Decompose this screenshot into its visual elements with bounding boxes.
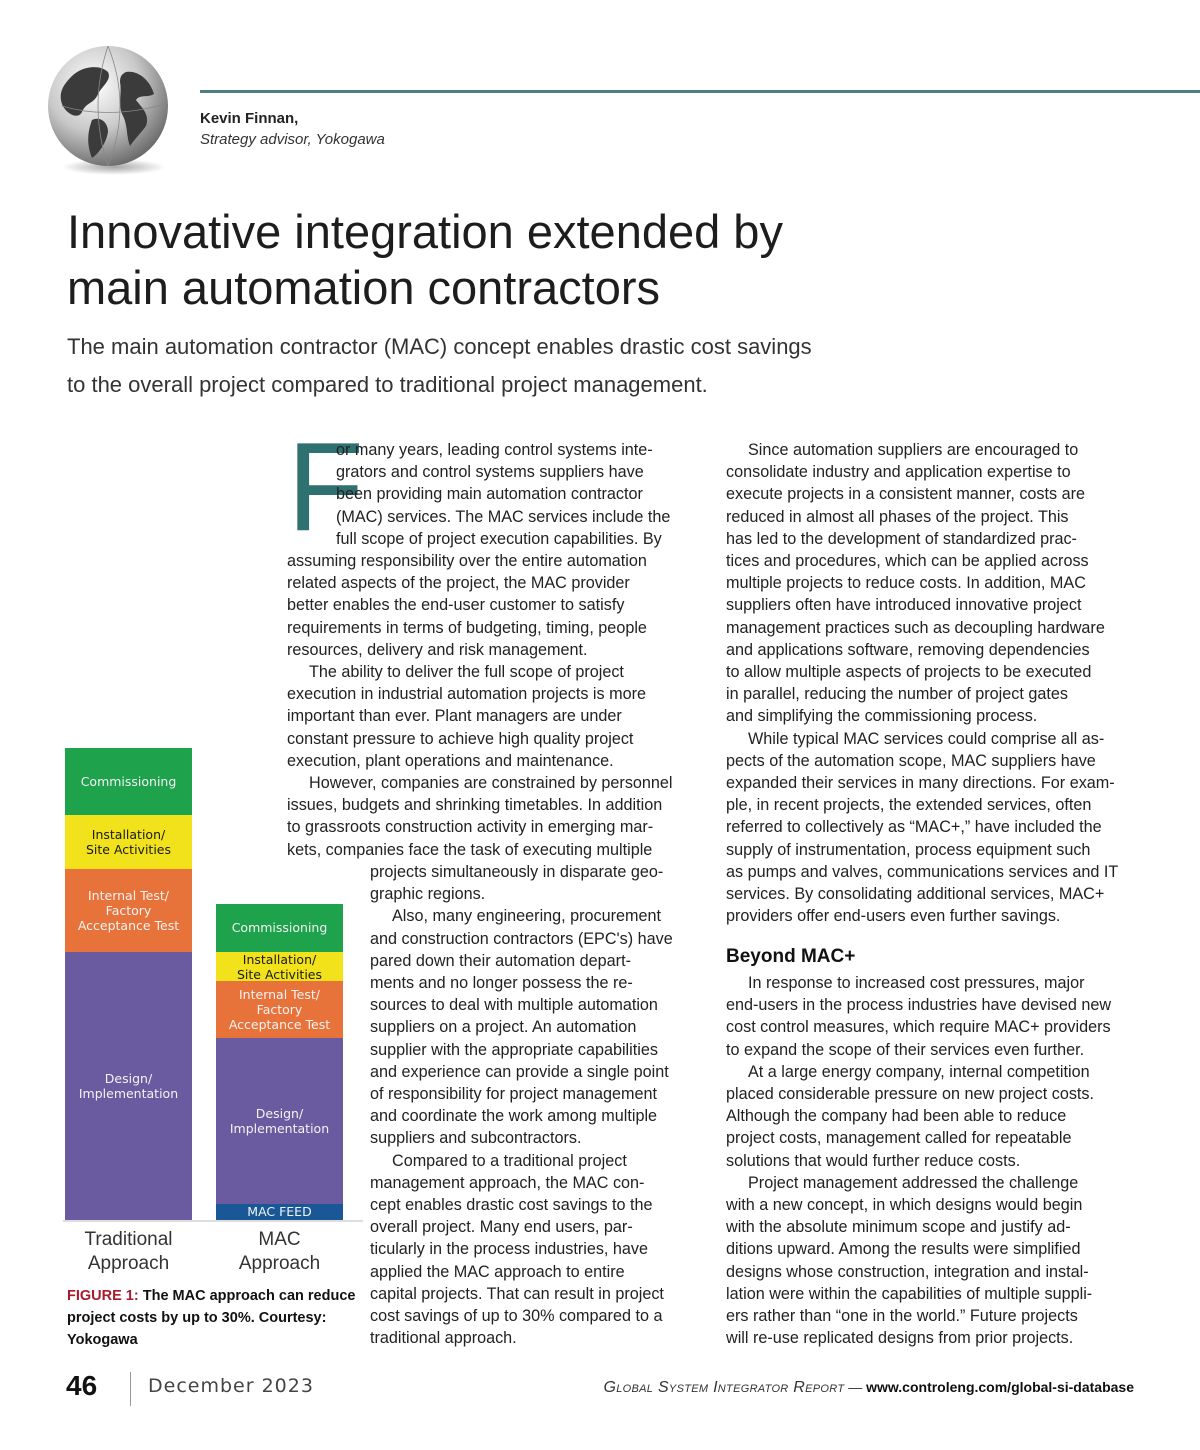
bar-segment-label: Installation/ Site Activities	[237, 951, 322, 982]
figure-caption	[67, 1285, 367, 1351]
article-deck	[67, 328, 967, 404]
body-line: Compared to a traditional project	[392, 1151, 627, 1170]
headline-line: main automation contractors	[67, 261, 661, 314]
body-line: and coordinate the work among multiple	[370, 1107, 658, 1126]
body-line: Since automation suppliers are encouraged to	[748, 441, 1079, 459]
body-line: multiple projects to reduce costs. In addition, MAC	[726, 574, 1086, 593]
body-line: supply of instrumentation, process equipment such	[726, 840, 1091, 859]
body-line: ments and no longer possess the re-	[370, 974, 633, 993]
globe-icon	[42, 42, 176, 176]
bar-segment-label: Commissioning	[80, 774, 177, 790]
body-line: ticularly in the process industries, have	[370, 1240, 649, 1259]
body-line: At a large energy company, internal competition	[748, 1062, 1090, 1081]
body-line: In response to increased cost pressures, major	[748, 974, 1085, 992]
drop-cap: F	[287, 416, 364, 557]
bar-segment-label: Internal Test/ Factory Acceptance Test	[77, 887, 180, 933]
body-line: ple, in recent projects, the extended services, often	[726, 796, 1092, 815]
body-line: providers offer end-users even further savings.	[726, 907, 1061, 926]
bar-segment	[216, 1038, 343, 1204]
body-line: grators and control systems suppliers have	[336, 463, 644, 482]
caption-text: project costs by up to 30%. Courtesy:	[67, 1310, 327, 1326]
body-line: to expand the scope of their services even further.	[726, 1040, 1085, 1059]
bar-segment-label: Commissioning	[231, 920, 328, 936]
body-line: cost savings of up to 30% compared to a	[370, 1307, 663, 1326]
body-line: and experience can provide a single point	[370, 1062, 669, 1081]
body-line: Although the company had been able to reduce	[726, 1107, 1067, 1126]
category-label: MAC Approach	[238, 1229, 321, 1274]
publication-name: Global System Integrator Report	[603, 1379, 845, 1396]
body-line: to allow multiple aspects of projects to be executed	[726, 663, 1092, 682]
body-line: and applications software, removing dependencies	[726, 640, 1090, 659]
body-line: ers rather than “one in the world.” Future projects	[726, 1307, 1078, 1326]
body-line: The ability to deliver the full scope of project	[309, 663, 624, 682]
body-line: capital projects. That can result in project	[370, 1284, 664, 1303]
body-line: While typical MAC services could comprise all as-	[748, 729, 1105, 748]
body-line: graphic regions.	[370, 885, 486, 904]
body-line: of responsibility for project management	[370, 1085, 658, 1104]
category-label: Traditional Approach	[84, 1229, 173, 1274]
bar-segment-label: Design/ Implementation	[229, 1105, 330, 1136]
body-line: expanded their services in many directions. For exam-	[726, 774, 1115, 793]
body-line: ditions upward. Among the results were simplified	[726, 1240, 1081, 1259]
body-line: execution, plant operations and maintenance.	[287, 751, 614, 770]
body-line: will re-use replicated designs from prior projects.	[726, 1329, 1074, 1348]
caption-text: Yokogawa	[67, 1332, 138, 1348]
body-line: applied the MAC approach to entire	[370, 1262, 625, 1281]
chart-baseline	[63, 1220, 363, 1222]
body-line: reduced in almost all phases of the project. This	[726, 507, 1069, 526]
body-line: However, companies are constrained by personnel	[309, 774, 673, 793]
body-line: designs whose construction, integration and instal-	[726, 1262, 1089, 1281]
body-line: consolidate industry and application expertise to	[726, 463, 1071, 482]
body-line: project costs, management called for repeatable	[726, 1129, 1072, 1148]
issue-date: December 2023	[148, 1375, 314, 1397]
body-line: requirements in terms of budgeting, timing, people	[287, 618, 647, 637]
body-line: management approach, the MAC con-	[370, 1173, 645, 1192]
body-line: overall project. Many end users, par-	[370, 1218, 633, 1237]
body-line: Project management addressed the challenge	[748, 1173, 1079, 1192]
body-line: issues, budgets and shrinking timetables. In addition	[287, 796, 663, 815]
body-line: execute projects in a consistent manner, costs are	[726, 485, 1086, 504]
bar-segment	[65, 815, 192, 869]
footer-publication	[604, 1379, 1135, 1397]
body-line: or many years, leading control systems inte-	[336, 441, 653, 459]
body-line: in parallel, reducing the number of project gates	[726, 685, 1068, 704]
footer-divider	[130, 1372, 131, 1406]
body-column-2-continued	[726, 972, 1146, 1349]
body-line: cost control measures, which require MAC+ providers	[726, 1018, 1111, 1037]
deck-line: The main automation contractor (MAC) concept enables drastic cost savings	[67, 334, 812, 359]
bar-segment	[216, 1204, 343, 1220]
footer-dash: —	[844, 1379, 867, 1395]
body-line: suppliers on a project. An automation	[370, 1018, 637, 1037]
body-line: with the absolute minimum scope and justify ad-	[726, 1218, 1071, 1237]
bar-segment	[216, 981, 343, 1037]
bar-segment	[216, 952, 343, 982]
body-line: execution in industrial automation projects is more	[287, 685, 647, 704]
body-line: lation were within the capabilities of multiple suppli-	[726, 1284, 1093, 1303]
bar-segment	[65, 952, 192, 1220]
headline-line: Innovative integration extended by	[67, 205, 783, 258]
body-line: to grassroots construction activity in emerging mar-	[287, 818, 654, 837]
body-line: projects simultaneously in disparate geo-	[370, 863, 664, 881]
body-line: sources to deal with multiple automation	[370, 996, 658, 1015]
body-line: suppliers often have introduced innovative project	[726, 596, 1082, 615]
body-line: with a new concept, in which designs would begin	[726, 1196, 1083, 1215]
body-line: services. By consolidating additional services, MAC+	[726, 885, 1105, 904]
stacked-bar-chart	[63, 748, 363, 1280]
bar-segment	[65, 869, 192, 952]
body-line: traditional approach.	[370, 1329, 517, 1348]
body-line: pects of the automation scope, MAC suppliers have	[726, 751, 1096, 770]
body-line: (MAC) services. The MAC services include the	[336, 507, 671, 526]
article-headline	[67, 204, 1067, 316]
body-line: as pumps and valves, communications services and IT	[726, 862, 1119, 881]
body-line: been providing main automation contractor	[336, 485, 643, 504]
body-line: Also, many engineering, procurement	[392, 907, 662, 926]
body-line: better enables the end-user customer to satisfy	[287, 596, 625, 615]
body-line: tices and procedures, which can be applied across	[726, 552, 1089, 571]
figure-label: FIGURE 1:	[67, 1288, 139, 1304]
body-line: management practices such as decoupling hardware	[726, 618, 1105, 637]
body-column-1-continued	[370, 861, 700, 1349]
body-line: has led to the development of standardized prac-	[726, 529, 1077, 548]
body-line: constant pressure to achieve high quality project	[287, 729, 634, 748]
bar-segment-label: Internal Test/ Factory Acceptance Test	[228, 986, 331, 1032]
bar-segment-label: Installation/ Site Activities	[86, 826, 171, 857]
section-subhead: Beyond MAC+	[726, 946, 856, 967]
body-line: pared down their automation depart-	[370, 951, 631, 970]
body-line: full scope of project execution capabilities. By	[336, 529, 662, 548]
body-column-2	[726, 439, 1146, 927]
bar-segment	[65, 748, 192, 815]
body-line: and simplifying the commissioning process.	[726, 707, 1038, 726]
body-line: important than ever. Plant managers are under	[287, 707, 622, 726]
caption-text: The MAC approach can reduce	[138, 1288, 356, 1304]
bar-segment	[216, 904, 343, 952]
bar-segment-label: MAC FEED	[247, 1204, 312, 1220]
body-line: related aspects of the project, the MAC provider	[287, 574, 630, 593]
page-number: 46	[66, 1370, 98, 1401]
body-line: end-users in the process industries have devised new	[726, 996, 1112, 1015]
bar-segment-label: Design/ Implementation	[78, 1070, 179, 1101]
author-role: Strategy advisor, Yokogawa	[200, 131, 385, 148]
body-line: assuming responsibility over the entire automation	[287, 552, 647, 571]
body-line: suppliers and subcontractors.	[370, 1129, 582, 1148]
header-rule	[200, 90, 1200, 93]
body-line: and construction contractors (EPC's) have	[370, 929, 673, 948]
body-line: resources, delivery and risk management.	[287, 640, 588, 659]
author-name: Kevin Finnan,	[200, 110, 299, 127]
footer-url[interactable]: www.controleng.com/global-si-database	[866, 1379, 1134, 1395]
deck-line: to the overall project compared to traditional project management.	[67, 372, 708, 397]
body-line: cept enables drastic cost savings to the	[370, 1196, 653, 1215]
body-line: referred to collectively as “MAC+,” have included the	[726, 818, 1102, 837]
body-line: kets, companies face the task of executing multiple	[287, 840, 653, 859]
body-line: solutions that would further reduce costs.	[726, 1151, 1021, 1170]
body-line: placed considerable pressure on new project costs.	[726, 1085, 1095, 1104]
body-line: supplier with the appropriate capabilities	[370, 1040, 658, 1059]
